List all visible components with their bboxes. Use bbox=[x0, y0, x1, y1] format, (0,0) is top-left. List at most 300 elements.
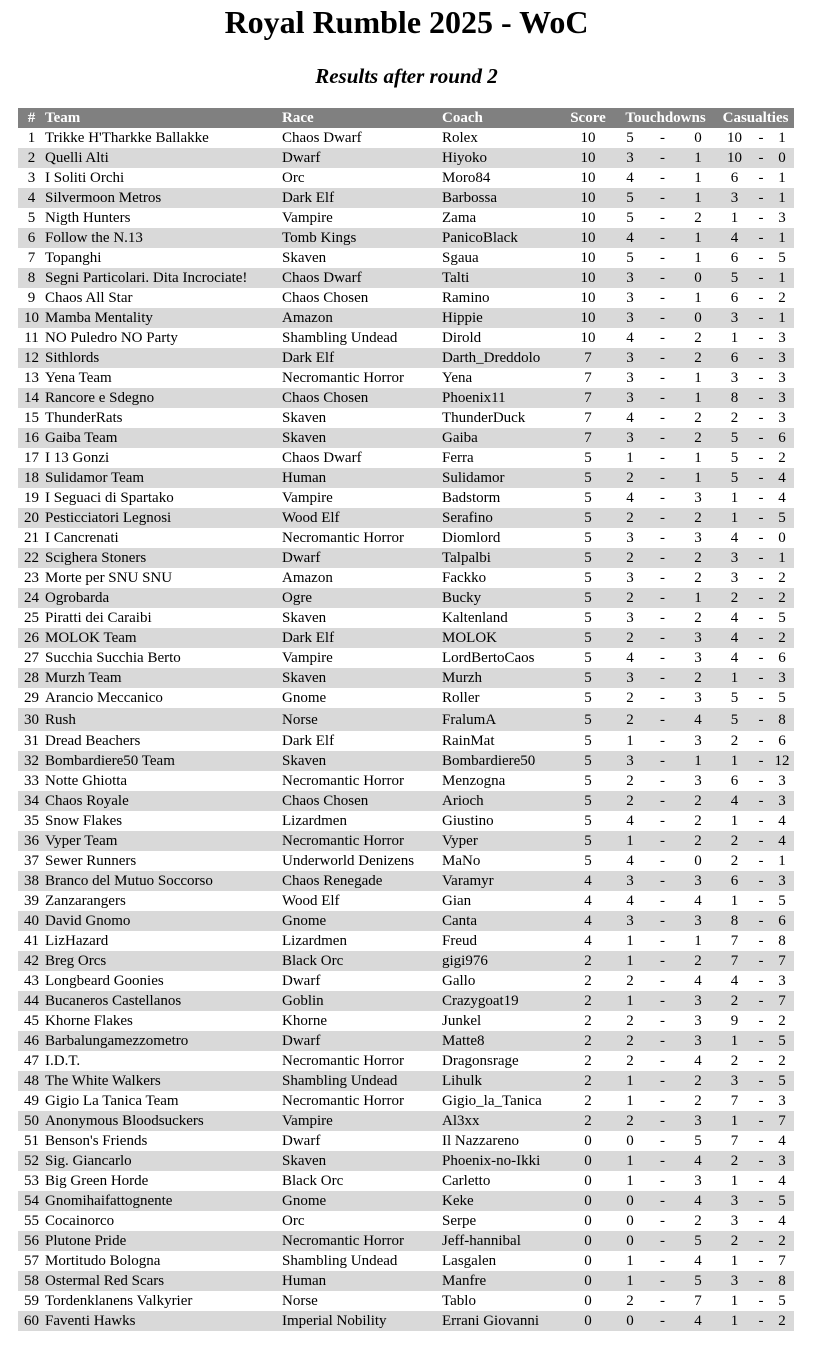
touchdowns-separator: - bbox=[660, 933, 665, 949]
score-cell: 7 bbox=[562, 388, 614, 408]
team-cell: MOLOK Team bbox=[45, 628, 282, 648]
touchdowns-separator: - bbox=[646, 1031, 679, 1051]
touchdowns-against-cell: 3 bbox=[679, 1031, 717, 1051]
touchdowns-against-cell: 1 bbox=[679, 468, 717, 488]
touchdowns-against-cell: 3 bbox=[679, 991, 717, 1011]
casualties-against-cell: 7 bbox=[778, 1253, 786, 1269]
table-row bbox=[18, 548, 794, 568]
score-cell: 5 bbox=[584, 530, 592, 546]
race-cell: Vampire bbox=[282, 490, 333, 506]
rank-cell: 13 bbox=[24, 370, 39, 386]
score-cell: 10 bbox=[580, 250, 596, 266]
coach-cell: Zama bbox=[442, 210, 477, 226]
touchdowns-separator: - bbox=[660, 410, 665, 426]
casualties-for-cell: 3 bbox=[717, 1271, 752, 1291]
race-cell: Tomb Kings bbox=[282, 228, 442, 248]
team-cell: Tordenklanens Valkyrier bbox=[45, 1293, 193, 1309]
touchdowns-separator: - bbox=[660, 1293, 665, 1309]
team-cell: Sulidamor Team bbox=[45, 468, 282, 488]
rank-cell: 5 bbox=[27, 210, 36, 226]
team-cell: Sewer Runners bbox=[45, 853, 137, 869]
table-row bbox=[18, 1031, 794, 1051]
casualties-against-cell: 1 bbox=[770, 188, 794, 208]
casualties-separator: - bbox=[758, 1213, 764, 1229]
touchdowns-against-cell: 4 bbox=[694, 973, 702, 989]
casualties-for-cell: 3 bbox=[717, 308, 752, 328]
touchdowns-against-cell: 1 bbox=[694, 450, 702, 466]
touchdowns-separator: - bbox=[660, 773, 665, 789]
race-cell: Skaven bbox=[282, 610, 327, 626]
score-cell: 5 bbox=[584, 773, 592, 789]
rank-cell: 17 bbox=[24, 450, 39, 466]
coach-cell: PanicoBlack bbox=[442, 228, 562, 248]
table-row bbox=[18, 288, 794, 308]
coach-cell: Ramino bbox=[442, 290, 490, 306]
team-cell: Sig. Giancarlo bbox=[45, 1151, 282, 1171]
coach-cell: Bucky bbox=[442, 588, 562, 608]
casualties-against-cell: 3 bbox=[778, 410, 786, 426]
table-row bbox=[18, 1191, 794, 1211]
rank-cell: 24 bbox=[18, 588, 45, 608]
coach-cell: Serpe bbox=[442, 1213, 477, 1229]
touchdowns-against-cell: 4 bbox=[679, 1191, 717, 1211]
casualties-against-cell: 2 bbox=[778, 1013, 786, 1029]
race-cell: Necromantic Horror bbox=[282, 370, 405, 386]
table-row bbox=[18, 308, 794, 328]
touchdowns-against-cell: 2 bbox=[694, 330, 702, 346]
coach-cell: Canta bbox=[442, 911, 562, 931]
touchdowns-against-cell: 3 bbox=[679, 871, 717, 891]
casualties-for-cell: 1 bbox=[730, 1173, 739, 1189]
race-cell: Norse bbox=[282, 708, 442, 731]
casualties-separator: - bbox=[752, 628, 770, 648]
touchdowns-for-cell: 3 bbox=[614, 268, 646, 288]
rank-cell: 21 bbox=[24, 530, 39, 546]
touchdowns-separator: - bbox=[646, 548, 679, 568]
score-cell: 0 bbox=[562, 1231, 614, 1251]
casualties-separator: - bbox=[752, 871, 770, 891]
team-cell: The White Walkers bbox=[45, 1071, 282, 1091]
touchdowns-for-cell: 1 bbox=[626, 1253, 634, 1269]
score-cell: 5 bbox=[562, 668, 614, 688]
race-cell: Necromantic Horror bbox=[282, 1093, 405, 1109]
casualties-against-cell: 1 bbox=[778, 170, 786, 186]
casualties-separator: - bbox=[758, 210, 764, 226]
touchdowns-for-cell: 2 bbox=[614, 588, 646, 608]
touchdowns-separator: - bbox=[660, 1253, 665, 1269]
touchdowns-separator: - bbox=[646, 628, 679, 648]
score-cell: 5 bbox=[584, 813, 592, 829]
table-row bbox=[18, 128, 794, 148]
race-cell: Dwarf bbox=[282, 548, 442, 568]
casualties-against-cell: 4 bbox=[778, 813, 786, 829]
touchdowns-separator: - bbox=[660, 650, 665, 666]
touchdowns-against-cell: 1 bbox=[694, 370, 702, 386]
race-cell: Dark Elf bbox=[282, 188, 442, 208]
coach-cell: Talpalbi bbox=[442, 548, 562, 568]
touchdowns-for-cell: 3 bbox=[626, 290, 634, 306]
casualties-against-cell: 6 bbox=[778, 650, 786, 666]
race-cell: Chaos Renegade bbox=[282, 871, 442, 891]
coach-cell: Talti bbox=[442, 268, 562, 288]
table-row bbox=[18, 268, 794, 288]
casualties-separator: - bbox=[752, 831, 770, 851]
race-cell: Amazon bbox=[282, 570, 333, 586]
race-cell: Necromantic Horror bbox=[282, 831, 442, 851]
rank-cell: 26 bbox=[18, 628, 45, 648]
rank-cell: 14 bbox=[18, 388, 45, 408]
race-cell: Skaven bbox=[282, 250, 327, 266]
casualties-for-cell: 10 bbox=[717, 148, 752, 168]
casualties-separator: - bbox=[758, 1093, 764, 1109]
casualties-separator: - bbox=[752, 1231, 770, 1251]
rank-cell: 53 bbox=[24, 1173, 39, 1189]
coach-cell: MOLOK bbox=[442, 628, 562, 648]
casualties-separator: - bbox=[752, 268, 770, 288]
touchdowns-separator: - bbox=[646, 1111, 679, 1131]
casualties-for-cell: 9 bbox=[730, 1013, 739, 1029]
coach-cell: Hippie bbox=[442, 308, 562, 328]
rank-cell: 25 bbox=[24, 610, 39, 626]
casualties-against-cell: 2 bbox=[778, 570, 786, 586]
coach-cell: Hiyoko bbox=[442, 148, 562, 168]
header-coach: Coach bbox=[442, 108, 562, 128]
casualties-for-cell: 5 bbox=[717, 468, 752, 488]
score-cell: 5 bbox=[584, 490, 592, 506]
touchdowns-separator: - bbox=[646, 1311, 679, 1331]
table-row bbox=[18, 588, 794, 608]
touchdowns-against-cell: 1 bbox=[694, 290, 702, 306]
touchdowns-against-cell: 1 bbox=[679, 588, 717, 608]
casualties-separator: - bbox=[752, 468, 770, 488]
score-cell: 5 bbox=[584, 733, 592, 749]
casualties-against-cell: 6 bbox=[770, 911, 794, 931]
coach-cell: Lasgalen bbox=[442, 1253, 497, 1269]
touchdowns-against-cell: 1 bbox=[694, 170, 702, 186]
coach-cell: Al3xx bbox=[442, 1111, 562, 1131]
race-cell: Necromantic Horror bbox=[282, 1231, 442, 1251]
touchdowns-against-cell: 2 bbox=[679, 508, 717, 528]
rank-cell: 31 bbox=[24, 733, 39, 749]
coach-cell: Vyper bbox=[442, 831, 562, 851]
casualties-for-cell: 5 bbox=[717, 268, 752, 288]
casualties-against-cell: 7 bbox=[770, 951, 794, 971]
touchdowns-against-cell: 2 bbox=[694, 410, 702, 426]
table-row bbox=[18, 1111, 794, 1131]
casualties-against-cell: 3 bbox=[778, 330, 786, 346]
rank-cell: 33 bbox=[24, 773, 39, 789]
touchdowns-for-cell: 3 bbox=[614, 871, 646, 891]
team-cell: Vyper Team bbox=[45, 831, 282, 851]
coach-cell: Matte8 bbox=[442, 1031, 562, 1051]
rank-cell: 42 bbox=[18, 951, 45, 971]
coach-cell: Carletto bbox=[442, 1173, 491, 1189]
team-cell: Plutone Pride bbox=[45, 1231, 282, 1251]
race-cell: Skaven bbox=[282, 410, 327, 426]
touchdowns-against-cell: 1 bbox=[694, 933, 702, 949]
casualties-for-cell: 4 bbox=[717, 791, 752, 811]
coach-cell: Rolex bbox=[442, 130, 478, 146]
touchdowns-for-cell: 5 bbox=[626, 130, 634, 146]
touchdowns-against-cell: 1 bbox=[679, 188, 717, 208]
touchdowns-against-cell: 5 bbox=[694, 1133, 702, 1149]
race-cell: Amazon bbox=[282, 308, 442, 328]
casualties-against-cell: 2 bbox=[778, 1053, 786, 1069]
casualties-separator: - bbox=[752, 1111, 770, 1131]
coach-cell: Bombardiere50 bbox=[442, 751, 562, 771]
touchdowns-for-cell: 0 bbox=[614, 1191, 646, 1211]
casualties-for-cell: 7 bbox=[717, 951, 752, 971]
touchdowns-for-cell: 1 bbox=[626, 1093, 634, 1109]
rank-cell: 49 bbox=[24, 1093, 39, 1109]
race-cell: Necromantic Horror bbox=[282, 530, 405, 546]
touchdowns-against-cell: 0 bbox=[679, 268, 717, 288]
casualties-for-cell: 1 bbox=[717, 1311, 752, 1331]
race-cell: Lizardmen bbox=[282, 933, 347, 949]
score-cell: 5 bbox=[584, 570, 592, 586]
race-cell: Gnome bbox=[282, 1191, 442, 1211]
table-row bbox=[18, 648, 794, 668]
touchdowns-separator: - bbox=[646, 188, 679, 208]
score-cell: 10 bbox=[562, 268, 614, 288]
casualties-against-cell: 6 bbox=[778, 733, 786, 749]
score-cell: 10 bbox=[580, 210, 596, 226]
casualties-against-cell: 2 bbox=[770, 588, 794, 608]
score-cell: 0 bbox=[562, 1151, 614, 1171]
casualties-against-cell: 3 bbox=[770, 668, 794, 688]
casualties-for-cell: 1 bbox=[717, 751, 752, 771]
score-cell: 0 bbox=[562, 1191, 614, 1211]
race-cell: Dark Elf bbox=[282, 733, 335, 749]
rank-cell: 57 bbox=[24, 1253, 39, 1269]
table-row bbox=[18, 1131, 794, 1151]
race-cell: Skaven bbox=[282, 668, 442, 688]
coach-cell: Sgaua bbox=[442, 250, 479, 266]
table-row bbox=[18, 348, 794, 368]
touchdowns-separator: - bbox=[660, 690, 665, 706]
touchdowns-for-cell: 1 bbox=[614, 1151, 646, 1171]
touchdowns-against-cell: 3 bbox=[694, 773, 702, 789]
table-row bbox=[18, 1091, 794, 1111]
casualties-separator: - bbox=[752, 148, 770, 168]
race-cell: Dark Elf bbox=[282, 628, 442, 648]
touchdowns-for-cell: 3 bbox=[614, 428, 646, 448]
team-cell: Dread Beachers bbox=[45, 733, 141, 749]
touchdowns-separator: - bbox=[660, 1093, 665, 1109]
touchdowns-for-cell: 4 bbox=[626, 170, 634, 186]
casualties-against-cell: 2 bbox=[778, 290, 786, 306]
table-row bbox=[18, 408, 794, 428]
touchdowns-separator: - bbox=[660, 1133, 665, 1149]
rank-cell: 39 bbox=[24, 893, 39, 909]
table-row bbox=[18, 811, 794, 831]
touchdowns-separator: - bbox=[660, 1213, 665, 1229]
coach-cell: Sulidamor bbox=[442, 468, 562, 488]
score-cell: 5 bbox=[562, 751, 614, 771]
casualties-separator: - bbox=[752, 791, 770, 811]
casualties-against-cell: 7 bbox=[770, 1111, 794, 1131]
casualties-for-cell: 2 bbox=[717, 831, 752, 851]
casualties-separator: - bbox=[752, 1071, 770, 1091]
touchdowns-for-cell: 2 bbox=[614, 791, 646, 811]
race-cell: Chaos Chosen bbox=[282, 388, 442, 408]
casualties-separator: - bbox=[758, 1013, 764, 1029]
team-cell: Arancio Meccanico bbox=[45, 690, 163, 706]
score-cell: 2 bbox=[562, 1111, 614, 1131]
coach-cell: Lihulk bbox=[442, 1071, 562, 1091]
casualties-for-cell: 6 bbox=[717, 871, 752, 891]
rank-cell: 3 bbox=[27, 170, 36, 186]
rank-cell: 15 bbox=[24, 410, 39, 426]
touchdowns-against-cell: 1 bbox=[679, 228, 717, 248]
race-cell: Khorne bbox=[282, 1013, 327, 1029]
coach-cell: Jeff-hannibal bbox=[442, 1231, 562, 1251]
coach-cell: Menzogna bbox=[442, 773, 506, 789]
casualties-against-cell: 3 bbox=[770, 871, 794, 891]
touchdowns-separator: - bbox=[660, 733, 665, 749]
touchdowns-against-cell: 2 bbox=[679, 348, 717, 368]
casualties-separator: - bbox=[758, 973, 764, 989]
touchdowns-against-cell: 2 bbox=[679, 548, 717, 568]
score-cell: 4 bbox=[562, 911, 614, 931]
casualties-for-cell: 5 bbox=[730, 690, 739, 706]
score-cell: 5 bbox=[562, 708, 614, 731]
team-cell: I Soliti Orchi bbox=[45, 170, 125, 186]
touchdowns-separator: - bbox=[646, 388, 679, 408]
coach-cell: Diomlord bbox=[442, 530, 501, 546]
touchdowns-separator: - bbox=[646, 508, 679, 528]
casualties-for-cell: 6 bbox=[730, 250, 739, 266]
casualties-against-cell: 4 bbox=[778, 1133, 786, 1149]
casualties-separator: - bbox=[758, 490, 764, 506]
touchdowns-separator: - bbox=[660, 893, 665, 909]
casualties-against-cell: 3 bbox=[778, 1093, 786, 1109]
race-cell: Orc bbox=[282, 170, 305, 186]
score-cell: 0 bbox=[584, 1173, 592, 1189]
touchdowns-separator: - bbox=[646, 1191, 679, 1211]
casualties-against-cell: 6 bbox=[770, 428, 794, 448]
rank-cell: 10 bbox=[18, 308, 45, 328]
race-cell: Necromantic Horror bbox=[282, 1053, 405, 1069]
touchdowns-against-cell: 3 bbox=[694, 650, 702, 666]
touchdowns-against-cell: 2 bbox=[679, 951, 717, 971]
score-cell: 2 bbox=[562, 1071, 614, 1091]
rank-cell: 43 bbox=[24, 973, 39, 989]
casualties-separator: - bbox=[758, 370, 764, 386]
touchdowns-against-cell: 1 bbox=[679, 388, 717, 408]
casualties-for-cell: 1 bbox=[730, 893, 739, 909]
touchdowns-for-cell: 4 bbox=[614, 228, 646, 248]
touchdowns-for-cell: 1 bbox=[626, 1173, 634, 1189]
coach-cell: Murzh bbox=[442, 668, 562, 688]
team-cell: Mamba Mentality bbox=[45, 308, 282, 328]
touchdowns-separator: - bbox=[646, 268, 679, 288]
touchdowns-against-cell: 2 bbox=[694, 1093, 702, 1109]
team-cell: Trikke H'Tharkke Ballakke bbox=[45, 130, 209, 146]
touchdowns-for-cell: 5 bbox=[626, 250, 634, 266]
casualties-against-cell: 5 bbox=[770, 1191, 794, 1211]
casualties-for-cell: 7 bbox=[730, 1133, 739, 1149]
touchdowns-separator: - bbox=[646, 1231, 679, 1251]
table-row bbox=[18, 628, 794, 648]
casualties-separator: - bbox=[752, 708, 770, 731]
coach-cell: Phoenix11 bbox=[442, 388, 562, 408]
race-cell: Vampire bbox=[282, 1111, 442, 1131]
table-row bbox=[18, 488, 794, 508]
team-cell: Chaos All Star bbox=[45, 290, 133, 306]
touchdowns-separator: - bbox=[660, 370, 665, 386]
casualties-for-cell: 6 bbox=[730, 170, 739, 186]
rank-cell: 52 bbox=[18, 1151, 45, 1171]
table-row bbox=[18, 608, 794, 628]
touchdowns-against-cell: 3 bbox=[694, 733, 702, 749]
touchdowns-against-cell: 2 bbox=[679, 1071, 717, 1091]
table-row bbox=[18, 228, 794, 248]
casualties-for-cell: 7 bbox=[730, 933, 739, 949]
casualties-for-cell: 4 bbox=[717, 228, 752, 248]
table-row bbox=[18, 188, 794, 208]
rank-cell: 44 bbox=[18, 991, 45, 1011]
team-cell: Notte Ghiotta bbox=[45, 773, 128, 789]
table-row bbox=[18, 368, 794, 388]
score-cell: 0 bbox=[584, 1293, 592, 1309]
team-cell: Quelli Alti bbox=[45, 148, 282, 168]
table-row bbox=[18, 991, 794, 1011]
rank-cell: 40 bbox=[18, 911, 45, 931]
team-cell: Bucaneros Castellanos bbox=[45, 991, 282, 1011]
team-cell: Branco del Mutuo Soccorso bbox=[45, 871, 282, 891]
casualties-separator: - bbox=[758, 1173, 764, 1189]
touchdowns-for-cell: 1 bbox=[614, 1271, 646, 1291]
touchdowns-against-cell: 1 bbox=[679, 148, 717, 168]
coach-cell: Gaiba bbox=[442, 428, 562, 448]
touchdowns-separator: - bbox=[646, 468, 679, 488]
touchdowns-separator: - bbox=[646, 911, 679, 931]
touchdowns-separator: - bbox=[646, 228, 679, 248]
coach-cell: Badstorm bbox=[442, 490, 501, 506]
casualties-separator: - bbox=[758, 690, 764, 706]
touchdowns-for-cell: 3 bbox=[614, 348, 646, 368]
coach-cell: Gallo bbox=[442, 973, 476, 989]
score-cell: 5 bbox=[562, 791, 614, 811]
score-cell: 5 bbox=[562, 588, 614, 608]
touchdowns-separator: - bbox=[660, 973, 665, 989]
score-cell: 5 bbox=[562, 628, 614, 648]
score-cell: 0 bbox=[584, 1213, 592, 1229]
race-cell: Chaos Chosen bbox=[282, 791, 442, 811]
race-cell: Goblin bbox=[282, 991, 442, 1011]
touchdowns-separator: - bbox=[646, 428, 679, 448]
touchdowns-against-cell: 0 bbox=[679, 308, 717, 328]
touchdowns-separator: - bbox=[660, 1173, 665, 1189]
race-cell: Necromantic Horror bbox=[282, 773, 405, 789]
rank-cell: 36 bbox=[18, 831, 45, 851]
casualties-for-cell: 5 bbox=[730, 450, 739, 466]
team-cell: Chaos Royale bbox=[45, 791, 282, 811]
score-cell: 2 bbox=[584, 1013, 592, 1029]
touchdowns-for-cell: 3 bbox=[614, 911, 646, 931]
touchdowns-separator: - bbox=[660, 853, 665, 869]
touchdowns-for-cell: 2 bbox=[614, 468, 646, 488]
casualties-separator: - bbox=[752, 951, 770, 971]
casualties-against-cell: 3 bbox=[770, 1151, 794, 1171]
score-cell: 10 bbox=[562, 148, 614, 168]
casualties-against-cell: 1 bbox=[778, 130, 786, 146]
touchdowns-against-cell: 5 bbox=[679, 1271, 717, 1291]
coach-cell: Errani Giovanni bbox=[442, 1311, 562, 1331]
casualties-separator: - bbox=[758, 330, 764, 346]
touchdowns-against-cell: 2 bbox=[694, 610, 702, 626]
